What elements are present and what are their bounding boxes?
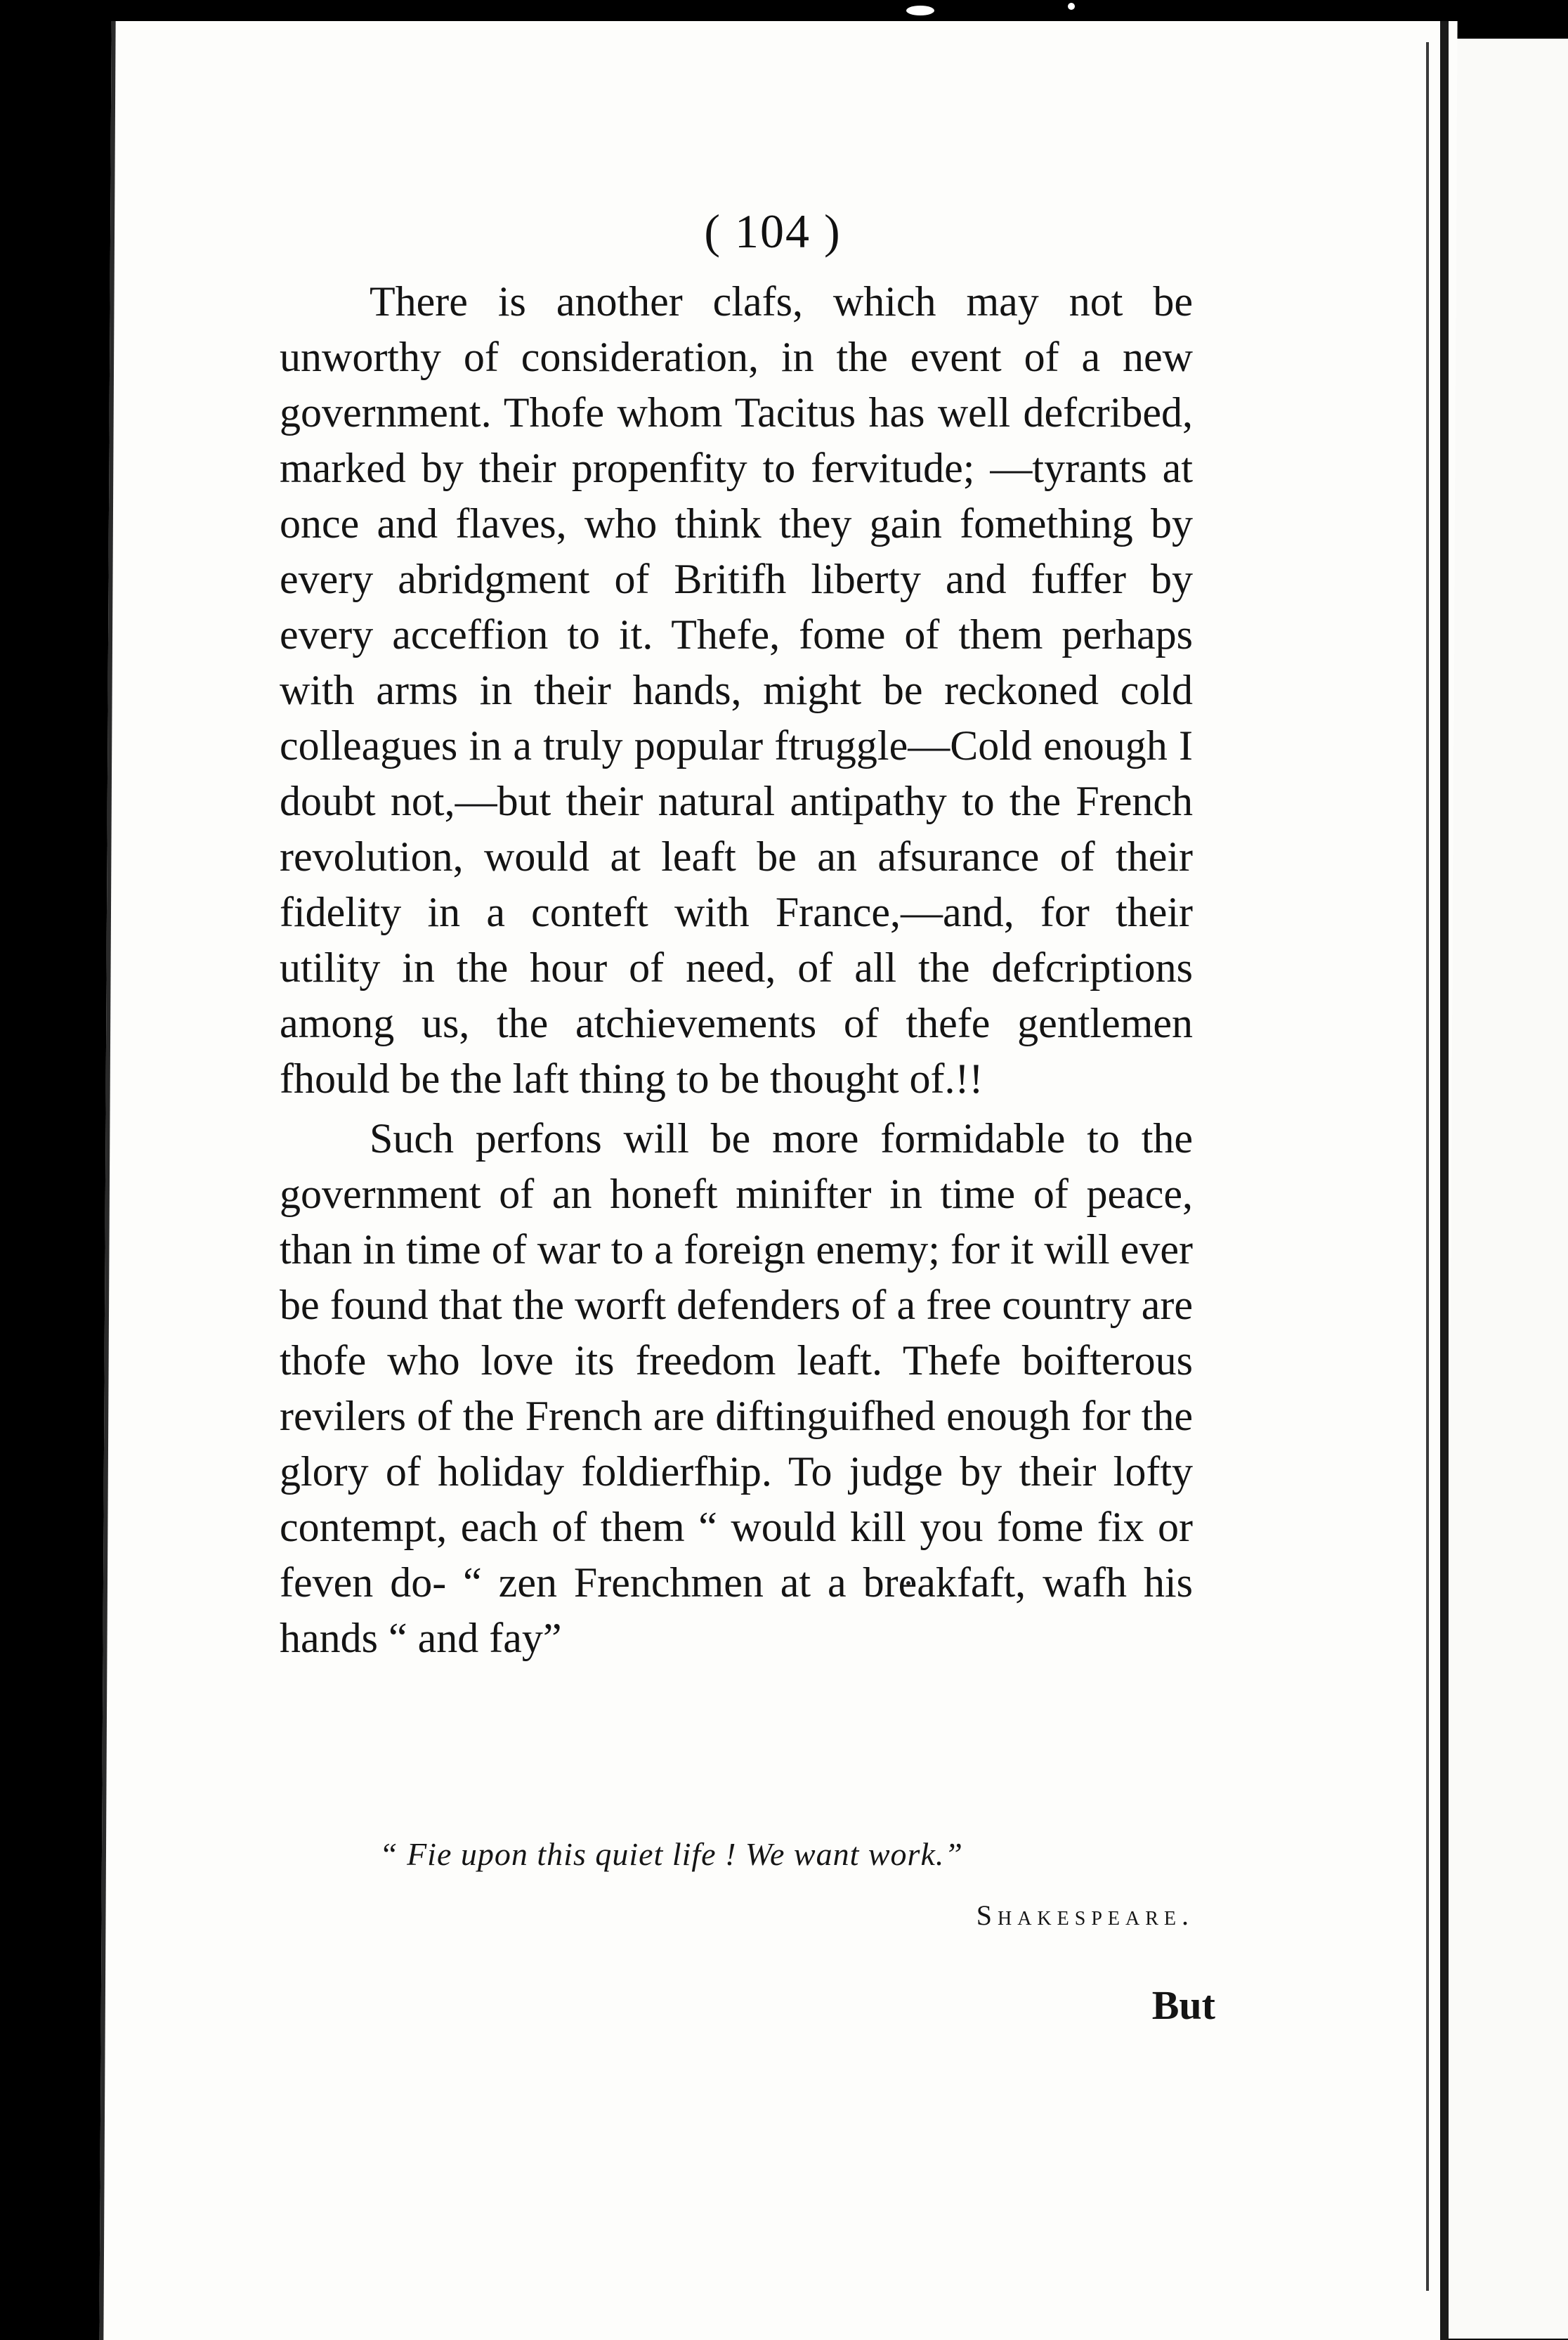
paragraph: Such perfons will be more formidable to the government of an honeft minifter in time of peace, than in time of war to a foreign enemy; for it will ever be found that the worft defenders of a free country are thofe who love its freedom leaft. Thefe boifterous revilers of the French are diftinguifhed enough for the glory of holiday foldierfhip. To judge by their lofty contempt, each of them “ would kill you fome fix or feven do- “ zen Frenchmen at a breakfaft, wafh his hands “ and fay” — [280, 1115, 1193, 1661]
facing-page — [1449, 39, 1568, 2339]
paragraph: There is another clafs, which may not be unworthy of consideration, in the event of a new government. Thofe whom Tacitus has well defcribed, marked by their propenfity to fervitude; —tyrants at once and flaves, who think they gain fomething by every abridgment of Britifh liberty and fuffer by every acceffion to it. Thefe, fome of them perhaps with arms in their hands, might be reckoned cold colleagues in a truly popular ftruggle—Cold enough I doubt not,—but their natural antipathy to the French revolution, would at leaft be an afsurance of their fidelity in a conteft with France,—and, for their utility in the hour of need, of all the defcriptions among us, the atchievements of thefe gentlemen fhould be the laft thing to be thought of.!! — [280, 278, 1193, 1102]
speck-mark — [906, 6, 934, 15]
page-number: ( 104 ) — [704, 204, 842, 258]
speck-mark — [1068, 3, 1075, 10]
page-edge — [1440, 21, 1449, 2340]
binding-shadow — [1426, 42, 1429, 2291]
body-text — [280, 274, 1193, 1666]
epigraph-quote: “ Fie upon this quiet life ! We want work.” — [379, 1836, 963, 1872]
quote-attribution: Shakespeare. — [976, 1899, 1194, 1931]
catchword: But — [1151, 1982, 1215, 2028]
